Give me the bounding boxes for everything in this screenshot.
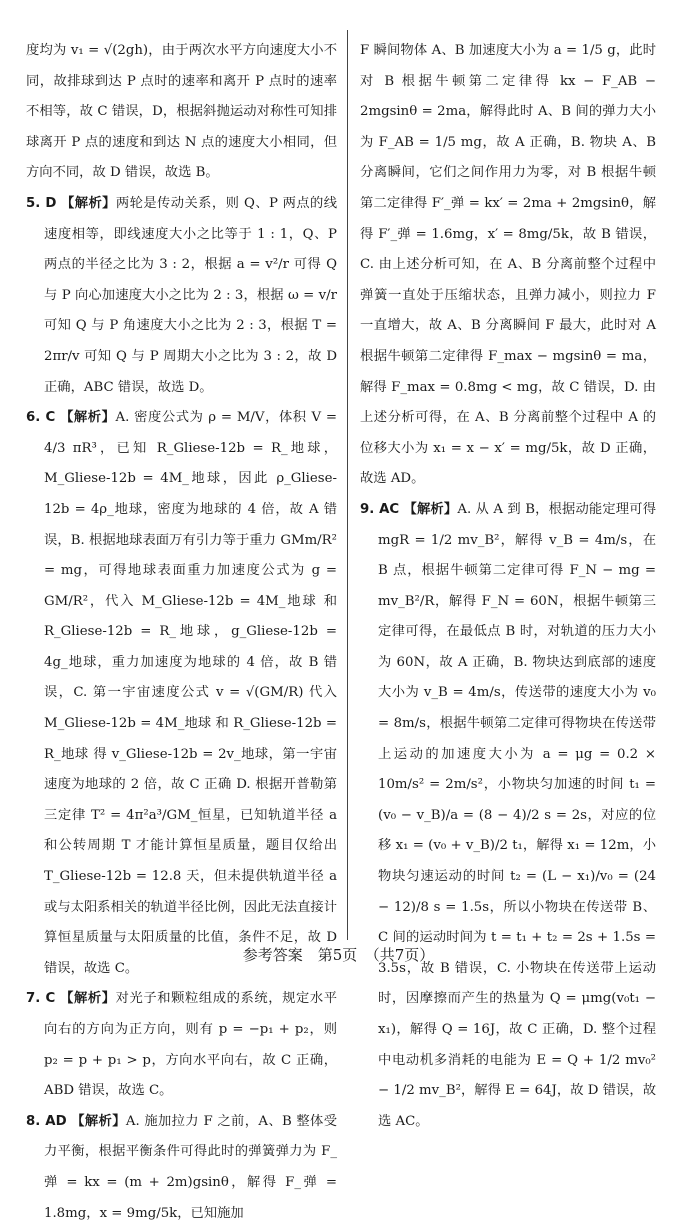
left-column <box>26 36 337 1229</box>
answer-q6 <box>26 403 337 984</box>
q5-text: 两轮是传动关系，则 Q、P 两点的线速度相等，即线速度大小之比等于 1 : 1，Q、P 两点的半径之比为 3 : 2，根据 a = v²/r 可得 Q 与 P 向心加速度大小之比为 2 : 3，根据 ω = v/r 可知 Q 与 P 角速度大小之比为 2 : 3，根据 T = 2πr/v 可知 Q 与 P 周期大小之比为 3 : 2，故 D 正确，ABC 错误，故选 D。 <box>44 195 337 395</box>
q7-number: 7. C <box>26 991 56 1007</box>
q6-number: 6. C <box>26 410 56 426</box>
q5-tag: 【解析】 <box>61 195 116 211</box>
q8-number: 8. AD <box>26 1113 67 1129</box>
right-column <box>360 36 656 1137</box>
answer-q8 <box>26 1107 337 1229</box>
q7-text: 对光子和颗粒组成的系统，规定水平向右的方向为正方向，则有 p = −p₁ + p₂，则 p₂ = p + p₁ > p，方向水平向右，故 C 正确，ABD 错误，故选 C。 <box>44 991 338 1099</box>
q8-continuation: F 瞬间物体 A、B 加速度大小为 a = 1/5 g，此时对 B 根据牛顿第二定律得 kx − F_AB − 2mgsinθ = 2ma，解得此时 A、B 间的弹力大小为 F_AB = 1/5 mg，故 A 正确，B. 物块 A、B 分离瞬间，它们之间作用力为零，对 B 根据牛顿第二定律得 F′_弹 = kx′ = 2ma + 2mgsinθ，解得 F′_弹 = 1.6mg，x′ = 8mg/5k，故 B 错误，C. 由上述分析可知，在 A、B 分离前整个过程中弹簧一直处于压缩状态，且弹力减小，则拉力 F 一直增大，故 A、B 分离瞬间 F 最大，此时对 A 根据牛顿第二定律得 F_max − mgsinθ = ma，解得 F_max = 0.8mg < mg，故 C 错误，D. 由上述分析可得，在 A、B 分离前整个过程中 A 的位移大小为 x₁ = x − x′ = mg/5k，故 D 正确，故选 AD。 <box>360 43 656 487</box>
q9-text: A. 从 A 到 B，根据动能定理可得 mgR = 1/2 mv_B²，解得 v_B = 4m/s，在 B 点，根据牛顿第二定律可得 F_N − mg = mv_B²/R，解得 F_N = 60N，根据牛顿第三定律可得，在最低点 B 时，对轨道的压力大小为 60N，故 A 正确，B. 物块达到底部的速度大小为 v_B = 4m/s，传送带的速度大小为 v₀ = 8m/s，根据牛顿第二定律可得物块在传送带上运动的加速度大小为 a = μg = 0.2 × 10m/s² = 2m/s²，小物块匀加速的时间 t₁ = (v₀ − v_B)/a = (8 − 4)/2 s = 2s，对应的位移 x₁ = (v₀ + v_B)/2 t₁，解得 x₁ = 12m，小物块匀速运动的时间 t₂ = (L − x₁)/v₀ = (24 − 12)/8 s = 1.5s，所以小物块在传送带 B、C 间的运动时间为 t = t₁ + t₂ = 2s + 1.5s = 3.5s，故 B 错误，C. 小物块在传送带上运动时，因摩擦而产生的热量为 Q = μmg(v₀t₁ − x₁)，解得 Q = 16J，故 C 正确，D. 整个过程中电动机多消耗的电能为 E = Q + 1/2 mv₀² − 1/2 mv_B²，解得 E = 64J，故 D 错误，故选 AC。 <box>378 501 657 1129</box>
q8-text: A. 施加拉力 F 之前，A、B 整体受力平衡，根据平衡条件可得此时的弹簧弹力为 F_弹 = kx = (m + 2m)gsinθ，解得 F_弹 = 1.8mg，x = 9mg/5k，已知施加 <box>44 1113 337 1221</box>
q4-continuation: 度均为 v₁ = √(2gh)，由于两次水平方向速度大小不同，故排球到达 P 点时的速率和离开 P 点时的速率不相等，故 C 错误，D，根据斜抛运动对称性可知排球离开 P 点的速度和到达 N 点的速度大小相同，但方向不同，故 D 错误，故选 B。 <box>26 43 337 181</box>
page-footer: 参考答案 第5页 （共7页） <box>242 946 435 964</box>
q6-text: A. 密度公式为 ρ = M/V，体积 V = 4/3 πR³，已知 R_Gliese-12b = R_地球，M_Gliese-12b = 4M_地球，因此 ρ_Gliese-12b = 4ρ_地球，密度为地球的 4 倍，故 A 错误，B. 根据地球表面万有引力等于重力 GMm/R² = mg，可得地球表面重力加速度公式为 g = GM/R²，代入 M_Gliese-12b = 4M_地球 和 R_Gliese-12b = R_地球，g_Gliese-12b = 4g_地球，重力加速度为地球的 4 倍，故 B 错误，C. 第一宇宙速度公式 v = √(GM/R) 代入 M_Gliese-12b = 4M_地球 和 R_Gliese-12b = R_地球 得 v_Gliese-12b = 2v_地球，第一宇宙速度为地球的 2 倍，故 C 正确 D. 根据开普勒第三定律 T² = 4π²a³/GM_恒星，已知轨道半径 a 和公转周期 T 才能计算恒星质量，题目仅给出 T_Gliese-12b = 12.8 天，但未提供轨道半径 a 或与太阳系相关的轨道半径比例，因此无法直接计算恒星质量与太阳质量的比值，条件不足，故 D 错误，故选 C。 <box>44 410 337 976</box>
column-divider <box>347 30 348 940</box>
q8-tag: 【解析】 <box>71 1113 126 1129</box>
q9-tag: 【解析】 <box>403 501 458 517</box>
answer-q9 <box>360 495 656 1137</box>
q9-number: 9. AC <box>360 501 400 517</box>
answer-q5 <box>26 189 337 403</box>
q6-tag: 【解析】 <box>60 410 116 426</box>
answer-q7 <box>26 984 337 1106</box>
q5-number: 5. D <box>26 195 57 211</box>
q7-tag: 【解析】 <box>60 991 116 1007</box>
